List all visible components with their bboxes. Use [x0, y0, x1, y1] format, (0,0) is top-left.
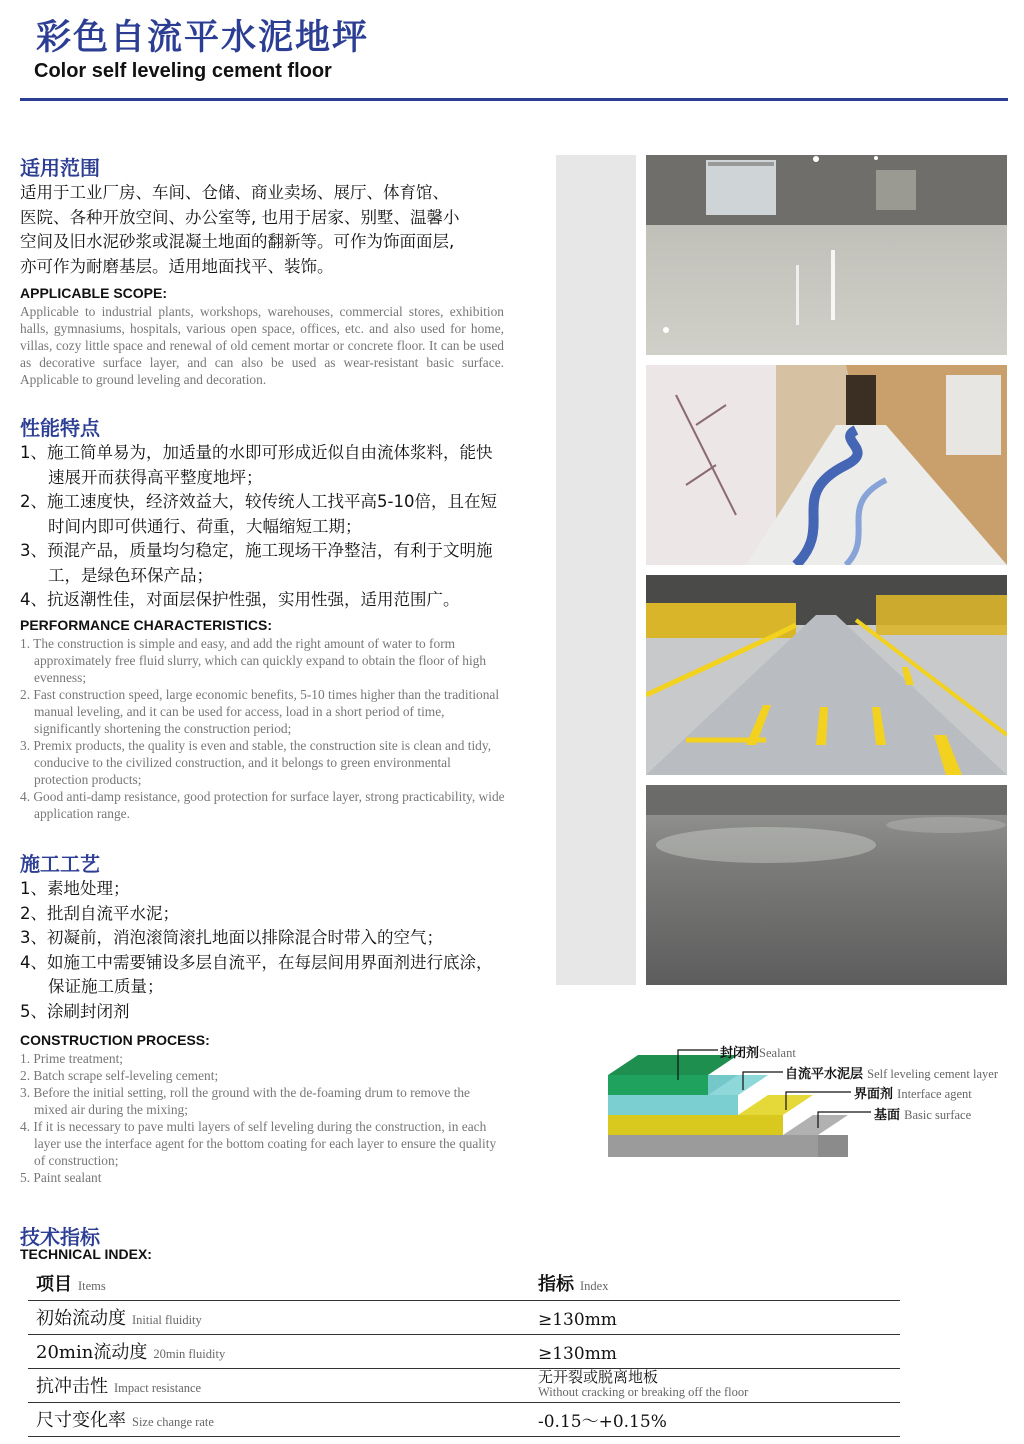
list-item: 1、素地处理； — [20, 879, 130, 898]
list-item: 5. Paint sealant — [20, 1170, 102, 1185]
scope-line: 医院、各种开放空间、办公室等, 也用于居家、别墅、温馨小 — [20, 207, 460, 227]
list-item: 2、批刮自流平水泥； — [20, 903, 179, 923]
layer-label-cn: 界面剂 — [854, 1087, 894, 1102]
layer-label-interface — [854, 1083, 972, 1102]
process-list-en — [20, 1050, 506, 1186]
layer-label-cn: 封闭剂 — [720, 1046, 760, 1061]
layer-label-en: Self leveling cement layer — [867, 1067, 999, 1081]
layer-label-cn: 自流平水泥层 — [785, 1067, 864, 1082]
layer-label-sealant — [720, 1042, 796, 1061]
layer-label-cement — [785, 1063, 998, 1082]
grey-floor-photo — [646, 785, 1007, 985]
table-header-index: 指标 Index — [538, 1274, 609, 1295]
list-item: 3、初凝前，消泡滚筒滚扎地面以排除混合时带入的空气； — [20, 928, 443, 947]
list-item: 2. Fast construction speed, large economic benefits, 5-10 times higher than the traditional manual leveling, and it can be used for access, load in a short period of time, significantly shortening the construction period; — [20, 687, 500, 736]
performance-list-en — [20, 635, 506, 822]
scope-line: 亦可作为耐磨基层。适用地面找平、装饰。 — [20, 256, 334, 276]
list-item: 1、施工简单易为，加适量的水即可形成近似自由流体浆料，能快速展开而获得高平整度地坪； — [20, 443, 493, 487]
table-row — [28, 1369, 900, 1403]
scope-text-en: Applicable to industrial plants, workshops, warehouses, commercial stores, exhibition halls, gymnasiums, hospitals, various open space, offices, etc. and also used for home, villas, cozy little space and renewal of old cement mortar or concrete floor. It can be used as decorative surface layer, and can also be used as wear-resistant basic surface. Applicable to ground leveling and decoration. — [20, 304, 504, 387]
list-item: 4、抗返潮性佳，对面层保护性强，实用性强，适用范围广。 — [20, 590, 460, 609]
list-item: 4、如施工中需要铺设多层自流平，在每层间用界面剂进行底涂，保证施工质量； — [20, 952, 493, 996]
table-cell-item: 初始流动度 Initial fluidity — [36, 1308, 202, 1329]
scope-line: 适用于工业厂房、车间、仓储、商业卖场、展厅、体育馆、 — [20, 183, 449, 202]
list-item: 5、涂刷封闭剂 — [20, 1001, 130, 1021]
list-item: 4. If it is necessary to pave multi layers of self leveling during the construction, in each layer use the interface agent for the bottom coating for each layer to ensure the quality of construction; — [20, 1119, 497, 1168]
table-cell-value: ≥130mm — [538, 1344, 617, 1364]
list-item: 1. The construction is simple and easy, and add the right amount of water to form approximately free fluid slurry, which can quickly expand to obtain the floor of high evenness; — [20, 636, 487, 685]
performance-heading-en: PERFORMANCE CHARACTERISTICS: — [20, 617, 272, 633]
list-item: 2. Batch scrape self-leveling cement; — [20, 1068, 219, 1083]
polished-floor-photo — [646, 155, 1007, 355]
performance-heading: 性能特点 — [20, 416, 100, 440]
process-list-cn — [20, 877, 506, 1024]
process-heading-en: CONSTRUCTION PROCESS: — [20, 1032, 210, 1048]
layer-label-en: Basic surface — [904, 1108, 972, 1122]
process-heading: 施工工艺 — [20, 852, 100, 876]
performance-list-cn — [20, 441, 506, 613]
list-item: 3. Premix products, the quality is even and stable, the construction site is clean and tidy, conducive to the civilized construction, and it belongs to green environmental protection products; — [20, 738, 492, 787]
page-title: 彩色自流平水泥地坪 — [36, 18, 370, 58]
table-cell-value: -0.15～+0.15% — [538, 1412, 667, 1432]
table-row — [28, 1403, 900, 1437]
scope-heading: 适用范围 — [20, 156, 100, 180]
table-cell-item: 抗冲击性 Impact resistance — [36, 1376, 202, 1397]
layer-label-cn: 基面 — [874, 1108, 901, 1123]
table-cell-item: 尺寸变化率 Size change rate — [36, 1410, 214, 1431]
photo-backdrop — [556, 155, 636, 985]
list-item: 3. Before the initial setting, roll the ground with the de-foaming drum to remove the mixed air during the mixing; — [20, 1085, 470, 1117]
list-item: 4. Good anti-damp resistance, good protection for surface layer, strong practicability, wide application range. — [20, 789, 505, 821]
table-header-row — [28, 1271, 900, 1301]
layer-label-en: Sealant — [759, 1046, 796, 1060]
technical-table — [28, 1271, 900, 1437]
list-item: 3、预混产品，质量均匀稳定，施工现场干净整洁，有利于文明施工，是绿色环保产品； — [20, 541, 493, 585]
technical-heading-en: TECHNICAL INDEX: — [20, 1246, 152, 1262]
table-header-items: 项目 Items — [36, 1274, 106, 1295]
table-cell-item: 20min流动度 20min fluidity — [36, 1342, 226, 1363]
list-item: 2、施工速度快，经济效益大，较传统人工找平高5-10倍，且在短时间内即可供通行、荷重，大幅缩短工期； — [20, 492, 497, 536]
scope-line: 空间及旧水泥砂浆或混凝土地面的翻新等。可作为饰面面层, — [20, 232, 455, 251]
technical-heading: 技术指标 — [20, 1225, 100, 1249]
list-item: 1. Prime treatment; — [20, 1051, 124, 1066]
layer-label-basic — [874, 1104, 971, 1123]
table-cell-value: 无开裂或脱离地板 Without cracking or breaking off the floor — [538, 1368, 749, 1399]
workshop-floor-photo — [646, 575, 1007, 775]
table-row — [28, 1301, 900, 1335]
table-row — [28, 1335, 900, 1369]
table-cell-value: ≥130mm — [538, 1310, 617, 1330]
layer-diagram — [608, 1040, 1008, 1170]
scope-text-cn — [20, 181, 520, 279]
corridor-floor-photo — [646, 365, 1007, 565]
header-divider — [20, 98, 1008, 101]
page-subtitle: Color self leveling cement floor — [34, 60, 332, 82]
scope-heading-en: APPLICABLE SCOPE: — [20, 285, 168, 301]
layer-label-en: Interface agent — [897, 1087, 972, 1101]
